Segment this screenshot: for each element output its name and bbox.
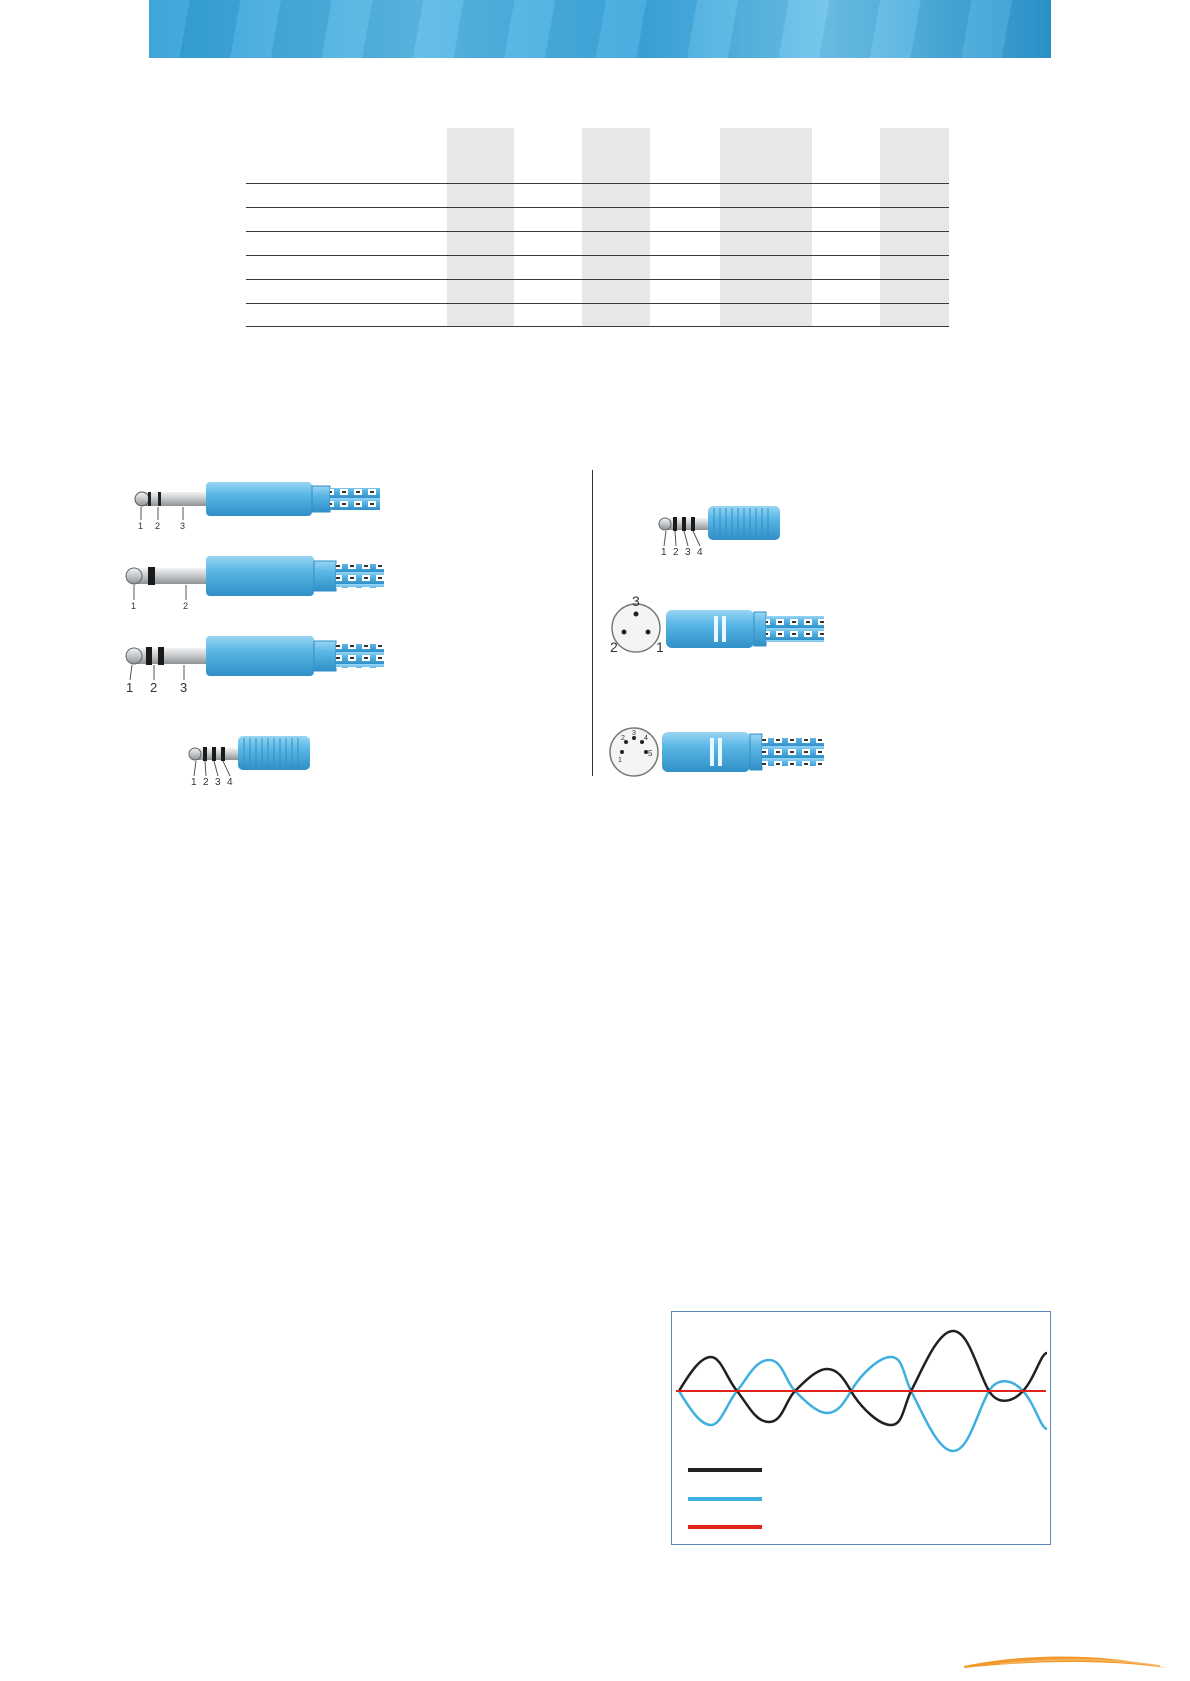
pin-label: 2 <box>150 680 158 694</box>
legend-inverted-swatch <box>688 1497 762 1501</box>
table-column-shade <box>880 128 949 326</box>
pin-label: 4 <box>227 777 233 786</box>
column-divider <box>592 470 593 776</box>
pin-label: 1 <box>126 680 134 694</box>
legend-signal-swatch <box>688 1468 762 1472</box>
pin-label: 2 <box>155 521 161 530</box>
pin-label: 1 <box>138 521 144 530</box>
signal-wave <box>679 1331 1047 1425</box>
jack-3.5mm-4-pole-right-figure <box>656 500 786 556</box>
pin-label: 3 <box>180 521 186 530</box>
pin-label: 3 <box>685 547 691 556</box>
legend-sum-swatch <box>688 1525 762 1529</box>
table-row-rule <box>246 326 949 327</box>
pin-label: 1 <box>656 639 664 655</box>
spec-table <box>246 128 949 328</box>
pin-label: 2 <box>203 777 209 786</box>
pin-label: 1 <box>661 547 667 556</box>
table-column-shade <box>720 128 812 326</box>
pin-label: 3 <box>632 593 640 609</box>
waveform-plot <box>672 1312 1049 1543</box>
pin-label: 2 <box>621 735 625 742</box>
balanced-signal-diagram <box>671 1311 1051 1545</box>
din-5-pin-figure <box>604 722 830 782</box>
table-row-rule <box>246 207 949 208</box>
pin-label: 1 <box>191 777 197 786</box>
pin-label: 2 <box>610 639 618 655</box>
table-row-rule <box>246 303 949 304</box>
pin-label: 3 <box>215 777 221 786</box>
header-banner <box>149 0 1051 58</box>
jack-3.5mm-4-pole-figure <box>186 730 316 786</box>
table-row-rule <box>246 279 949 280</box>
inverted-signal-wave <box>679 1357 1047 1451</box>
jack-6.3mm-stereo-small-tip-figure <box>128 474 388 530</box>
pin-label: 2 <box>183 601 189 610</box>
pin-label: 1 <box>618 757 622 764</box>
xlr-3-pin-figure <box>606 592 830 662</box>
pin-label: 3 <box>632 730 636 737</box>
pin-label: 1 <box>131 601 137 610</box>
pin-label: 2 <box>673 547 679 556</box>
pin-label: 4 <box>644 735 648 742</box>
jack-6.3mm-stereo-figure <box>122 628 390 694</box>
jack-6.3mm-mono-figure <box>122 548 390 610</box>
table-row-rule <box>246 183 949 184</box>
table-column-shade <box>582 128 650 326</box>
table-row-rule <box>246 231 949 232</box>
pin-label: 5 <box>648 749 653 758</box>
table-row-rule <box>246 255 949 256</box>
decorative-swoosh <box>960 1650 1170 1674</box>
pin-label: 3 <box>180 680 188 694</box>
table-column-shade <box>447 128 514 326</box>
pin-label: 4 <box>697 547 703 556</box>
